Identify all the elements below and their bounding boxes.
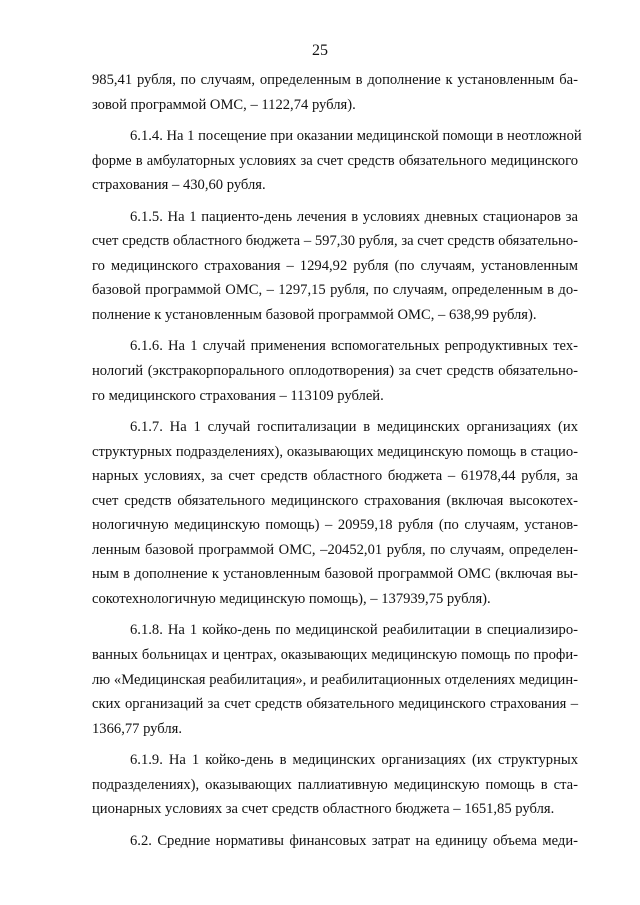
document-body — [92, 68, 582, 860]
text-line: структурных подразделениях), оказывающих медицинскую помощь в стацио- — [92, 443, 578, 460]
text-line: 6.1.4. На 1 посещение при оказании медицинской помощи в неотложной — [130, 127, 582, 144]
text-line: 1366,77 рубля. — [92, 720, 182, 737]
text-line: лю «Медицинская реабилитация», и реабилитационных отделениях медицин- — [92, 671, 578, 688]
text-line: ционарных условиях за счет средств областного бюджета – 1651,85 рубля. — [92, 801, 555, 818]
text-line: го медицинского страхования – 113109 рублей. — [92, 387, 384, 404]
text-line: базовой программой ОМС, – 1297,15 рубля, по случаям, определенным в до- — [92, 282, 578, 299]
text-line: зовой программой ОМС, – 1122,74 рубля). — [92, 96, 356, 113]
paragraph-6-1-6 — [92, 334, 578, 408]
text-line: 6.1.7. На 1 случай госпитализации в медицинских организациях (их — [130, 418, 578, 435]
text-line: го медицинского страхования – 1294,92 рубля (по случаям, установленным — [92, 257, 578, 274]
text-line: 6.1.5. На 1 пациенто-день лечения в условиях дневных стационаров за — [130, 208, 578, 225]
text-line: нарных условиях, за счет средств областного бюджета – 61978,44 рубля, за — [92, 468, 578, 485]
text-line: счет средств обязательного медицинского страхования (включая высокотех- — [92, 492, 578, 509]
text-line: полнение к установленным базовой программой ОМС, – 638,99 рубля). — [92, 306, 537, 323]
paragraph-6-1-4 — [92, 124, 582, 198]
text-line: страхования – 430,60 рубля. — [92, 177, 266, 194]
text-line: ным в дополнение к установленным базовой программой ОМС (включая вы- — [92, 566, 578, 583]
paragraph-6-2 — [92, 829, 578, 854]
page-number: 25 — [312, 42, 328, 59]
text-line: ленным базовой программой ОМС, –20452,01 рубля, по случаям, определен- — [92, 541, 578, 558]
text-line: 6.2. Средние нормативы финансовых затрат на единицу объема меди- — [130, 832, 578, 849]
text-line: 6.1.6. На 1 случай применения вспомогательных репродуктивных тех- — [130, 338, 578, 355]
text-line: ских организаций за счет средств обязательного медицинского страхования – — [92, 696, 578, 713]
paragraph-continuation — [92, 68, 578, 117]
paragraph-6-1-9 — [92, 748, 578, 822]
paragraph-6-1-7 — [92, 415, 578, 612]
text-line: подразделениях), оказывающих паллиативную медицинскую помощь в ста- — [92, 776, 578, 793]
paragraph-6-1-8 — [92, 618, 578, 741]
text-line: 6.1.8. На 1 койко-день по медицинской реабилитации в специализиро- — [130, 622, 578, 639]
text-line: нологий (экстракорпорального оплодотворения) за счет средств обязательно- — [92, 362, 578, 379]
text-line: нологичную медицинскую помощь) – 20959,18 рубля (по случаям, установ- — [92, 517, 578, 534]
text-line: форме в амбулаторных условиях за счет средств обязательного медицинского — [92, 152, 578, 169]
text-line: 6.1.9. На 1 койко-день в медицинских организациях (их структурных — [130, 752, 578, 769]
text-line: ванных больницах и центрах, оказывающих медицинскую помощь по профи- — [92, 647, 578, 664]
paragraph-6-1-5 — [92, 205, 578, 328]
text-line: счет средств областного бюджета – 597,30 рубля, за счет средств обязательно- — [92, 233, 578, 250]
text-line: 985,41 рубля, по случаям, определенным в дополнение к установленным ба- — [92, 72, 578, 88]
text-line: сокотехнологичную медицинскую помощь), – 137939,75 рубля). — [92, 591, 491, 608]
